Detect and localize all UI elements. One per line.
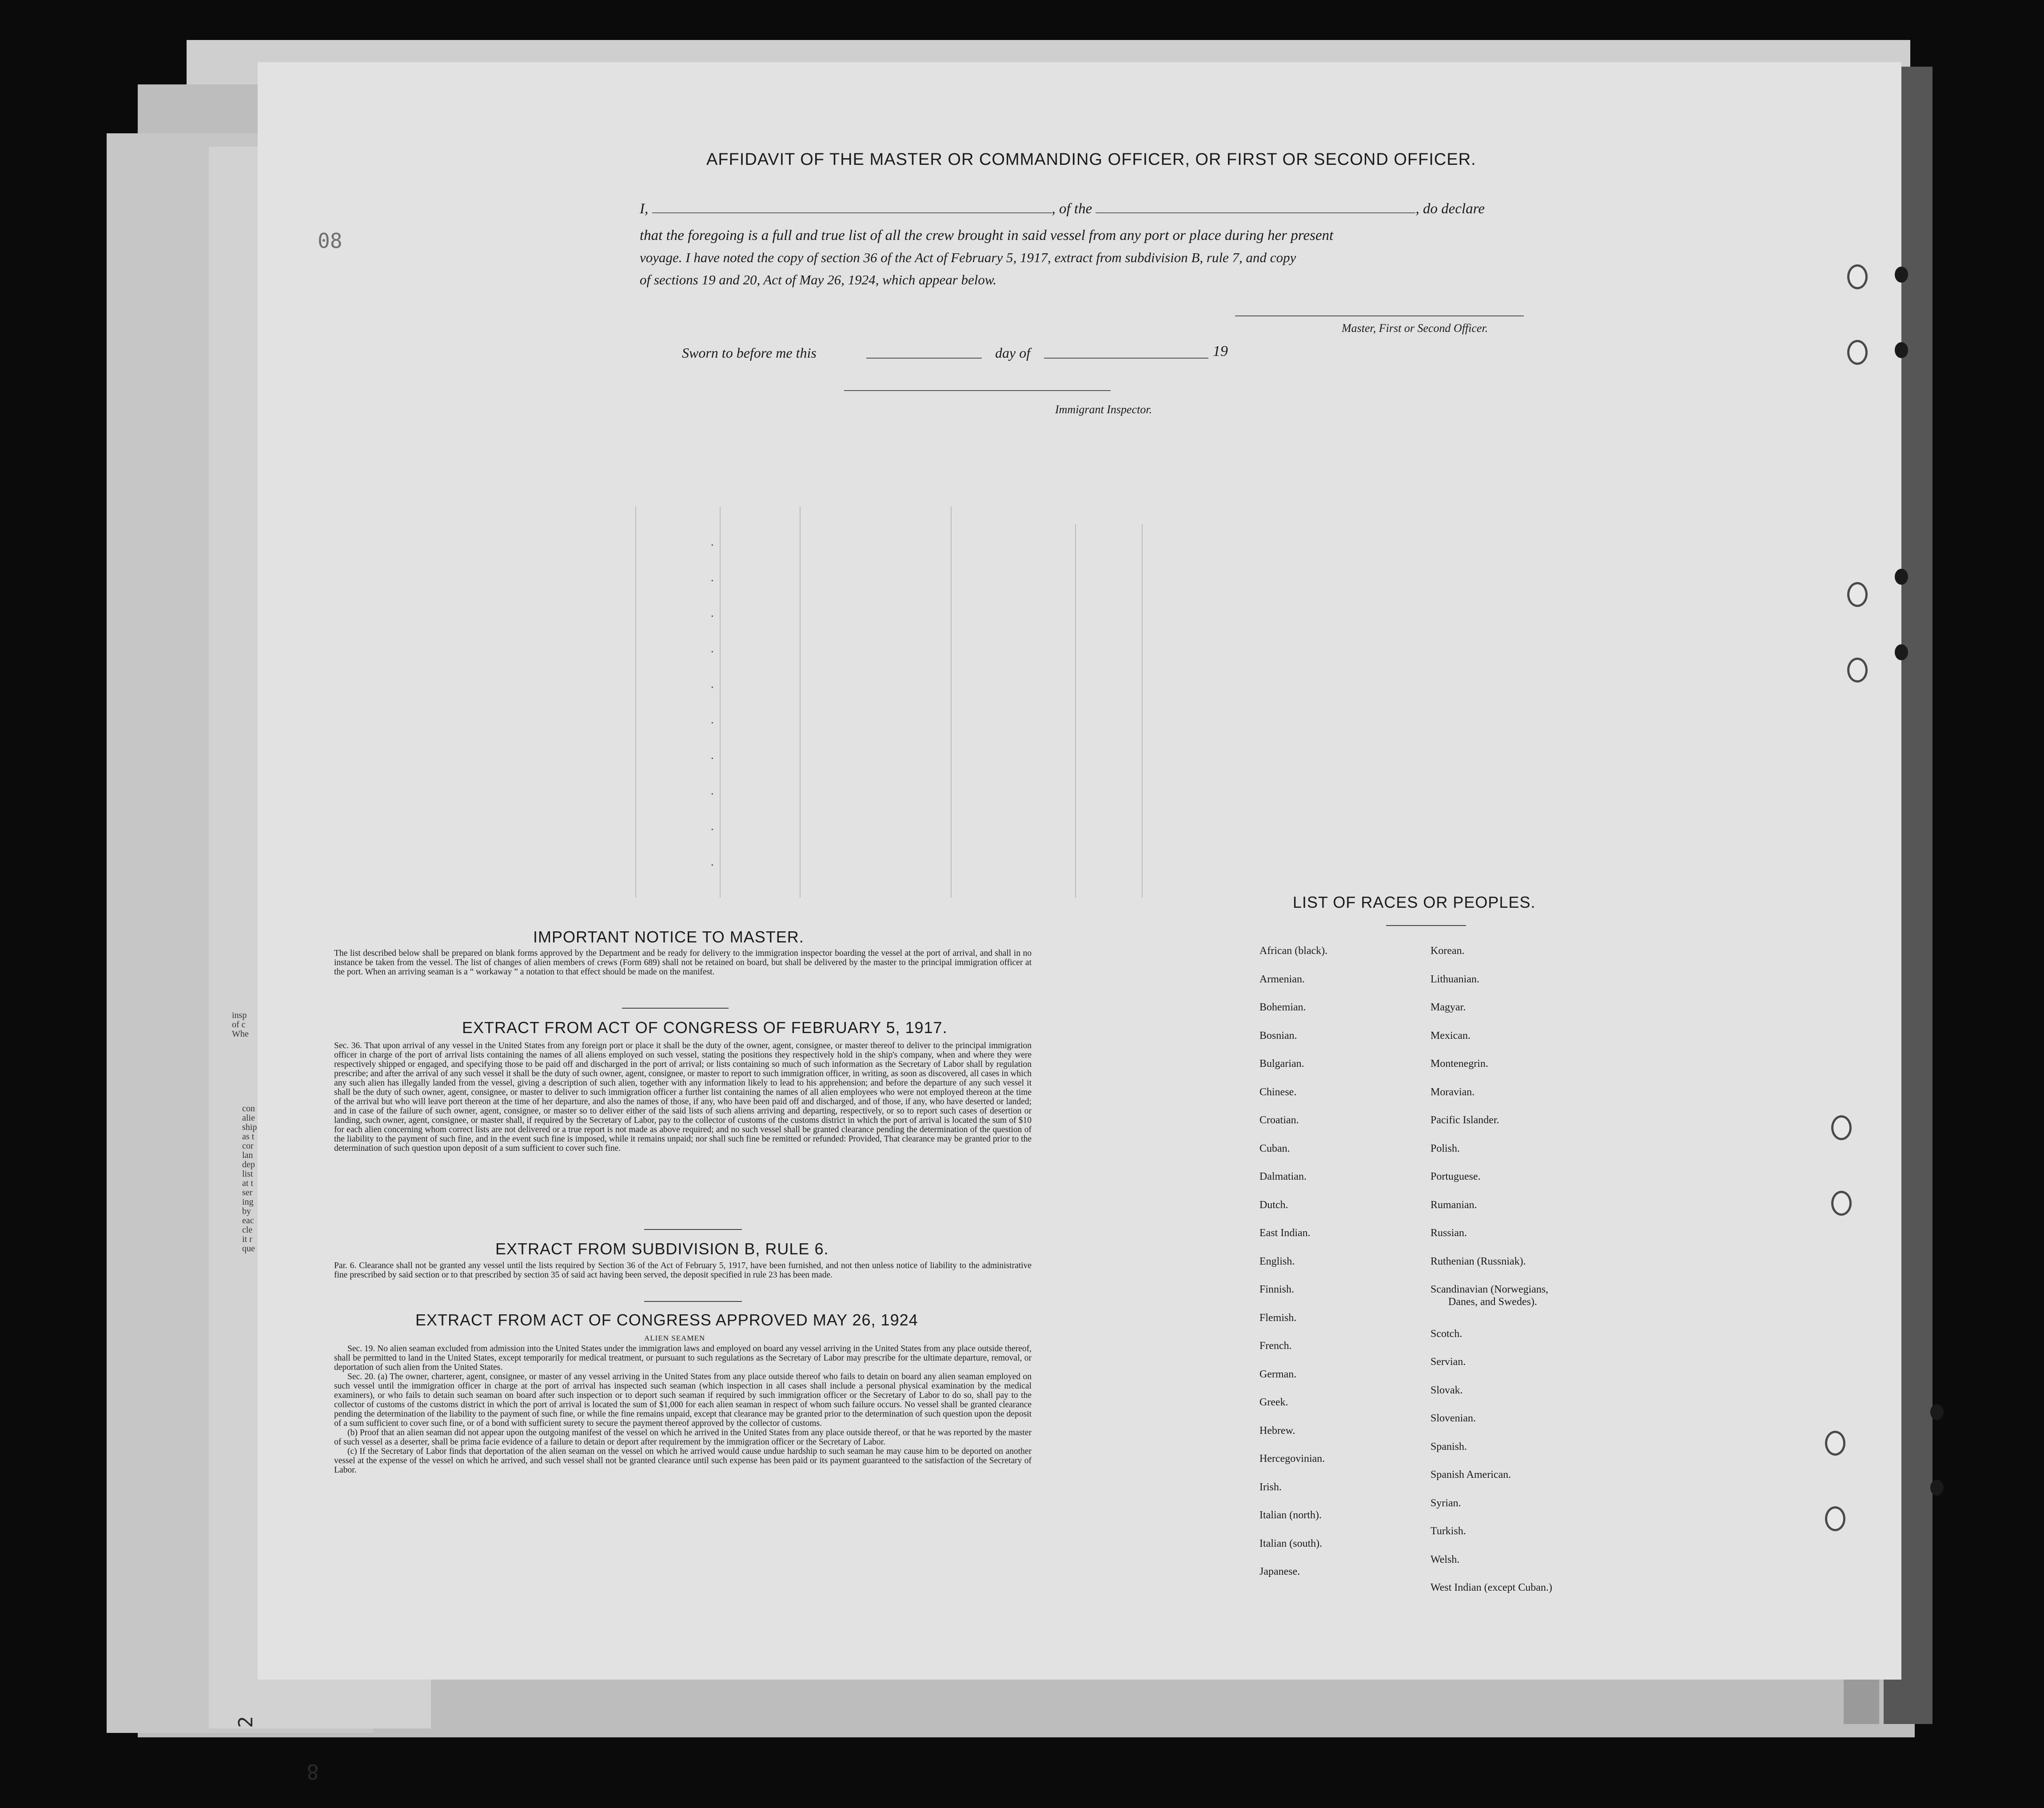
underlying-text-fragment: at t [242,1178,253,1188]
race-item: Japanese. [1259,1566,1300,1577]
underlying-text-fragment: cor [242,1141,254,1151]
race-item: Portuguese. [1430,1171,1481,1182]
underlying-text-fragment: ser [242,1188,253,1197]
race-item: Hebrew. [1259,1425,1295,1437]
affidavit-text: voyage. I have noted the copy of section 36 of the Act of February 5, 1917, extract from subdivision B, rule 7, and copy [640,250,1296,265]
extract-rule6-title: EXTRACT FROM SUBDIVISION B, RULE 6. [495,1240,829,1258]
affidavit-declaration-line [640,201,1546,217]
name-blank-line [652,212,1052,213]
race-item: Welsh. [1430,1553,1460,1565]
race-item: Scandinavian (Norwegians, [1430,1284,1549,1295]
race-item: Italian (south). [1259,1537,1323,1549]
binder-hole [1847,582,1868,607]
sworn-label: Sworn to before me this [682,345,817,361]
underlying-text-fragment: eac [242,1216,254,1225]
ruled-column-line [1142,524,1143,898]
ruled-column-line [635,507,636,898]
race-item: Irish. [1259,1481,1282,1493]
section-19-text: Sec. 19. No alien seaman excluded from admission into the United States under the immigration laws and employed on board any vessel arriving in the United States from any place outside thereof, shall be permitted to land in the United States, except temporarily for medical treatment, or pursuant to such regulations as the Secretary of Labor may prescribe for the ultimate departure, removal, or deportation of such alien from the United States. [334,1344,1032,1372]
binder-hole-shadow [1895,644,1908,660]
race-item: Flemish. [1259,1312,1297,1324]
extract-1917-body: Sec. 36. That upon arrival of any vessel in the United States from any foreign port or place it shall be the duty of the owner, agent, consignee, or master thereof to deliver to the principal immigration officer in charge of the port of arrival lists containing the names of all aliens employed on such vessel, stating the positions they respectively hold in the ship's company, when and where they were respectively shipped or engaged, and specifying those to be paid off and discharged in the port of arrival; or lists containing so much of such information as the Secretary of Labor shall by regulation prescribe; and after the arrival of any such vessel it shall be the duty of such owner, agent, consignee, or master to report to such immigration officer, in writing, as soon as discovered, all cases in which any such alien has illegally landed from the vessel, giving a description of such alien, together with any information likely to lead to his apprehension; and before the departure of any such vessel it shall be the duty of such owner, agent, consignee, or master to deliver to such immigration officer a further list containing the names of all alien employees who were not employed thereon at the time of the arrival but who will leave port thereon at the time of her departure, and also the names of those, if any, who have been paid off and discharged, and of those, if any, who have deserted or landed; and in case of the failure of such owner, agent, consignee, or master so to deliver either of the said lists of such aliens arriving and departing, respectively, or so to report such cases of desertion or landing, such owner, agent, consignee, or master shall, if required by the Secretary of Labor, pay to the collector of customs of the customs district in which the port of arrival is located the sum of $10 for each alien concerning whom correct lists are not delivered or a true report is not made as above required; and no such vessel shall be granted clearance pending the determination of the question of the liability to the payment of such fine, and in the event such fine is imposed, while it remains unpaid; nor shall such fine be remitted or refunded: Provided, That clearance may be granted prior to the determination of such question upon deposit of a sum sufficient to cover such fine. [334,1041,1032,1153]
race-item: Servian. [1430,1356,1466,1368]
affidavit-title: AFFIDAVIT OF THE MASTER OR COMMANDING OFFICER, OR FIRST OR SECOND OFFICER. [706,150,1476,169]
underlying-text-fragment: con [242,1104,255,1114]
underlying-text-fragment: ing [242,1197,254,1207]
race-item: Spanish American. [1430,1469,1511,1481]
alien-seamen-subtitle: ALIEN SEAMEN [644,1334,705,1342]
race-item: Montenegrin. [1430,1058,1488,1070]
month-blank-line [1044,358,1208,359]
handwritten-mark: 8 [307,1760,319,1784]
binder-hole [1831,1191,1852,1216]
race-item: Spanish. [1430,1441,1467,1453]
ruled-column-line [800,507,801,898]
race-item: Cuban. [1259,1142,1290,1154]
race-item: Danes, and Swedes). [1448,1296,1537,1308]
binder-hole [1847,264,1868,289]
race-item: Korean. [1430,945,1465,957]
underlying-text-fragment: alie [242,1113,255,1123]
master-signature-label: Master, First or Second Officer. [1342,322,1488,335]
race-item: Bosnian. [1259,1030,1297,1042]
race-item: Slovenian. [1430,1413,1476,1424]
extract-1917-title: EXTRACT FROM ACT OF CONGRESS OF FEBRUARY 5, 1917. [462,1018,948,1037]
race-item: Chinese. [1259,1086,1297,1098]
underlying-text-fragment: of c [232,1020,246,1030]
binder-hole-shadow [1895,267,1908,283]
race-item: Scotch. [1430,1328,1462,1340]
race-item: Greek. [1259,1397,1288,1408]
section-divider [644,1229,742,1230]
extract-rule6-body: Par. 6. Clearance shall not be granted any vessel until the lists required by Section 36 of the Act of February 5, 1917, have been furnished, and not then unless notice of liability to the administrative fine prescribed by said section or to that prescribed by section 35 of said act having been served, the deposit specified in rule 23 has been made. [334,1261,1032,1280]
binder-hole [1825,1506,1845,1531]
ruled-column-line [951,507,952,898]
underlying-text-fragment: by [242,1206,251,1216]
affidavit-text: of sections 19 and 20, Act of May 26, 1924, which appear below. [640,272,997,287]
binder-hole [1831,1115,1852,1140]
underlying-text-fragment: it r [242,1234,252,1244]
section-divider [1386,925,1466,926]
race-item: Magyar. [1430,1002,1466,1013]
signature-line [1235,315,1524,316]
day-of-label: day of [995,345,1031,361]
underlying-text-fragment: lan [242,1150,253,1160]
race-item: Dalmatian. [1259,1171,1307,1182]
year-prefix: 19 [1213,343,1228,359]
race-item: Lithuanian. [1430,973,1479,985]
section-divider [622,1008,729,1009]
notice-body: The list described below shall be prepared on blank forms approved by the Department and be ready for delivery to the immigration inspector boarding the vessel at the port of arrival, and shall in no instance be taken from the vessel. The list of changes of alien members of crews (Form 689) shall not be retained on board, but shall be delivered by the master to the principal immigration officer at the port. When an arriving seaman is a “ workaway ” a notation to that effect should be made on the manifest. [334,949,1032,977]
race-item: Mexican. [1430,1030,1470,1042]
ditto-marks: . . . . . . . . . . [711,535,732,868]
race-item: Dutch. [1259,1199,1288,1211]
race-item: Hercegovinian. [1259,1453,1325,1465]
underlying-text-fragment: Whe [232,1029,249,1039]
race-item: Bohemian. [1259,1002,1306,1013]
handwritten-mark: 2 [234,1716,257,1728]
date-blank-line [866,358,982,359]
race-item: Syrian. [1430,1497,1461,1509]
binder-hole-shadow [1895,569,1908,585]
races-list-title: LIST OF RACES OR PEOPLES. [1293,893,1536,911]
race-item: African (black). [1259,945,1328,957]
affidavit-i-label: I, [640,201,649,217]
underlying-text-fragment: dep [242,1160,255,1169]
binder-hole-shadow [1930,1404,1944,1420]
underlying-text-fragment: list [242,1169,253,1179]
section-20b-text: (b) Proof that an alien seaman did not appear upon the outgoing manifest of the vessel on which he arrived in the United States from any place outside thereof, or that he was reported by the master of such vessel as a deserter, shall be prima facie evidence of a failure to detain or deport after requirement by the immigration officer or the Secretary of Labor. [334,1428,1032,1447]
section-20a-text: Sec. 20. (a) The owner, charterer, agent, consignee, or master of any vessel arriving in the United States from any place outside thereof who fails to detain on board any alien seaman employed on such vessel until the immigration officer in charge at the port of arrival has inspected such seaman (which inspection in all cases shall include a personal physical examination by the medical examiners), or who fails to detain such seaman on board after such inspection or to deport such seaman if required by such immigration officer or the Secretary of Labor to do so, shall pay to the collector of customs of the customs district in which the port of arrival is located the sum of $1,000 for each alien seaman in respect of whom such failure occurs. No vessel shall be granted clearance pending the determination of the liability to the payment of such fine, or while the fine remains unpaid, except that clearance may be granted prior to the determination of such question upon the deposit of a sum sufficient to cover such fine, or of a bond with sufficient surety to secure the payment thereof approved by the collector of customs. [334,1372,1032,1428]
binder-hole [1847,340,1868,365]
race-item: Rumanian. [1430,1199,1477,1211]
handwritten-mark: 08 [318,229,343,253]
race-item: Bulgarian. [1259,1058,1304,1070]
binder-hole [1847,658,1868,682]
race-item: German. [1259,1368,1297,1380]
race-item: Moravian. [1430,1086,1475,1098]
underlying-text-fragment: que [242,1244,255,1253]
underlying-page-text [232,1011,249,1039]
race-item: Croatian. [1259,1114,1299,1126]
extract-1924-title: EXTRACT FROM ACT OF CONGRESS APPROVED MAY 26, 1924 [415,1311,918,1329]
race-item: Ruthenian (Russniak). [1430,1255,1526,1267]
race-item: Italian (north). [1259,1509,1322,1521]
vessel-blank-line [1096,212,1415,213]
race-item: Armenian. [1259,973,1305,985]
underlying-text-fragment: ship [242,1122,257,1132]
affidavit-text: that the foregoing is a full and true list of all the crew brought in said vessel from any port or place during her present [640,227,1334,243]
race-item: Slovak. [1430,1384,1463,1396]
race-item: Finnish. [1259,1284,1295,1295]
race-item: English. [1259,1255,1295,1267]
race-item: Russian. [1430,1227,1467,1239]
race-item: French. [1259,1340,1292,1352]
affidavit-declare-label: , do declare [1415,201,1485,217]
underlying-page-text [242,1104,257,1253]
ruled-column-line [1075,524,1076,898]
race-item: Pacific Islander. [1430,1114,1499,1126]
race-item: Turkish. [1430,1525,1466,1537]
binder-hole-shadow [1895,342,1908,358]
section-20c-text: (c) If the Secretary of Labor finds that deportation of the alien seaman on the vessel on which he arrived would cause undue hardship to such seaman he may cause him to be deported on another vessel at the expense of the vessel on which he arrived, and such vessel shall not be granted clearance until such expense has been paid or its payment guaranteed to the satisfaction of the Secretary of Labor. [334,1447,1032,1475]
notice-title: IMPORTANT NOTICE TO MASTER. [533,928,804,946]
underlying-text-fragment: as t [242,1132,255,1141]
underlying-text-fragment: cle [242,1225,253,1235]
race-item: West Indian (except Cuban.) [1430,1582,1552,1593]
binder-hole-shadow [1930,1480,1944,1496]
inspector-label: Immigrant Inspector. [1055,403,1152,416]
section-divider [644,1301,742,1302]
inspector-signature-line [844,390,1111,391]
binder-hole [1825,1431,1845,1456]
underlying-text-fragment: insp [232,1010,247,1020]
race-item: Polish. [1430,1142,1460,1154]
race-item: East Indian. [1259,1227,1311,1239]
affidavit-of-the-label: , of the [1052,201,1092,217]
extract-1924-body [334,1344,1032,1475]
